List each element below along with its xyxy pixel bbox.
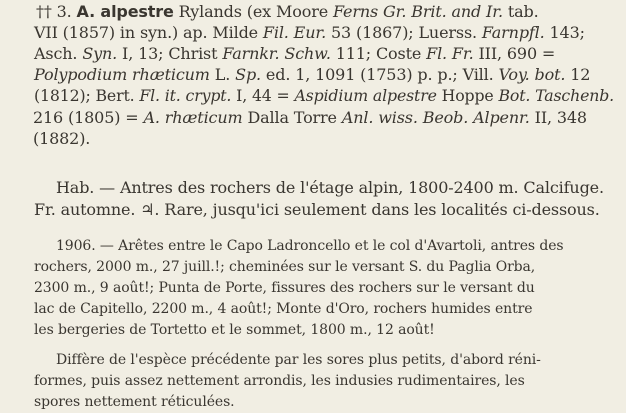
citation-text: 143; [544, 23, 585, 42]
synonym-name: Polypodium rhæticum [34, 65, 210, 84]
synonym-name: Aspidium alpestre [294, 86, 437, 105]
citation-text: II, 348 [529, 108, 587, 127]
citation-line [34, 23, 585, 43]
citation-line [34, 65, 590, 85]
citation-line [34, 44, 555, 64]
diagnosis-line: Diffère de l'espèce précédente par les sores plus petits, d'abord réni- [56, 352, 541, 368]
species-name: A. alpestre [76, 2, 174, 21]
citation-text: Hoppe [436, 86, 499, 105]
reference-text: tab. [502, 2, 539, 21]
citation-text: (1812); Bert. [34, 86, 140, 105]
diagnosis-line: spores nettement réticulées. [34, 394, 235, 410]
observation-line: les bergeries de Tortetto et le sommet, 1800 m., 12 août! [34, 322, 435, 338]
citation-text: VII (1857) in syn.) ap. Milde [34, 23, 263, 42]
citation-text: Dalla Torre [242, 108, 342, 127]
reference-title: Syn. [82, 44, 118, 63]
reference-title: Farnkr. Schw. [222, 44, 331, 63]
citation-text: ed. 1, 1091 (1753) p. p.; Vill. [260, 65, 499, 84]
citation-line [33, 129, 90, 149]
diagnosis-line: formes, puis assez nettement arrondis, les indusies rudimentaires, les [34, 373, 525, 389]
reference-title: Ferns Gr. Brit. and Ir. [332, 2, 503, 21]
reference-title: Farnpfl. [481, 23, 545, 42]
citation-text: 53 (1867); Luerss. [326, 23, 482, 42]
citation-text: L. [209, 65, 236, 84]
observation-line: lac de Capitello, 2200 m., 4 août!; Monte d'Oro, rochers humides entre [34, 301, 533, 317]
author-citation: Rylands (ex Moore [173, 2, 333, 21]
citation-text: III, 690 = [473, 44, 556, 63]
reference-title: Bot. Taschenb. [498, 86, 615, 105]
habitat-line: Hab. — Antres des rochers de l'étage alpin, 1800-2400 m. Calcifuge. [56, 178, 604, 197]
citation-text: 216 (1805) = [33, 108, 144, 127]
species-heading [36, 2, 539, 22]
observation-line: 2300 m., 9 août!; Punta de Porte, fissures des rochers sur le versant du [34, 280, 535, 296]
observation-line: rochers, 2000 m., 27 juill.!; cheminées sur le versant S. du Paglia Orba, [34, 259, 536, 275]
citation-line [33, 108, 587, 128]
citation-text: 12 [565, 65, 591, 84]
citation-text: (1882). [33, 129, 91, 148]
endemic-mark: †† 3. [36, 2, 72, 21]
citation-text: I, 13; Christ [117, 44, 223, 63]
citation-text: I, 44 = [231, 86, 295, 105]
reference-title: Sp. [235, 65, 261, 84]
synonym-name: A. rhæticum [143, 108, 243, 127]
reference-title: Voy. bot. [498, 65, 566, 84]
observation-line: 1906. — Arêtes entre le Capo Ladroncello et le col d'Avartoli, antres des [56, 238, 564, 254]
citation-text: Asch. [34, 44, 83, 63]
citation-text: 111; Coste [330, 44, 427, 63]
reference-title: Fl. Fr. [426, 44, 474, 63]
reference-title: Anl. wiss. Beob. Alpenr. [341, 108, 530, 127]
citation-line [34, 86, 614, 106]
reference-title: Fil. Eur. [262, 23, 327, 42]
habitat-line: Fr. automne. ♃. Rare, jusqu'ici seulement dans les localités ci-dessous. [34, 200, 600, 219]
reference-title: Fl. it. crypt. [139, 86, 232, 105]
